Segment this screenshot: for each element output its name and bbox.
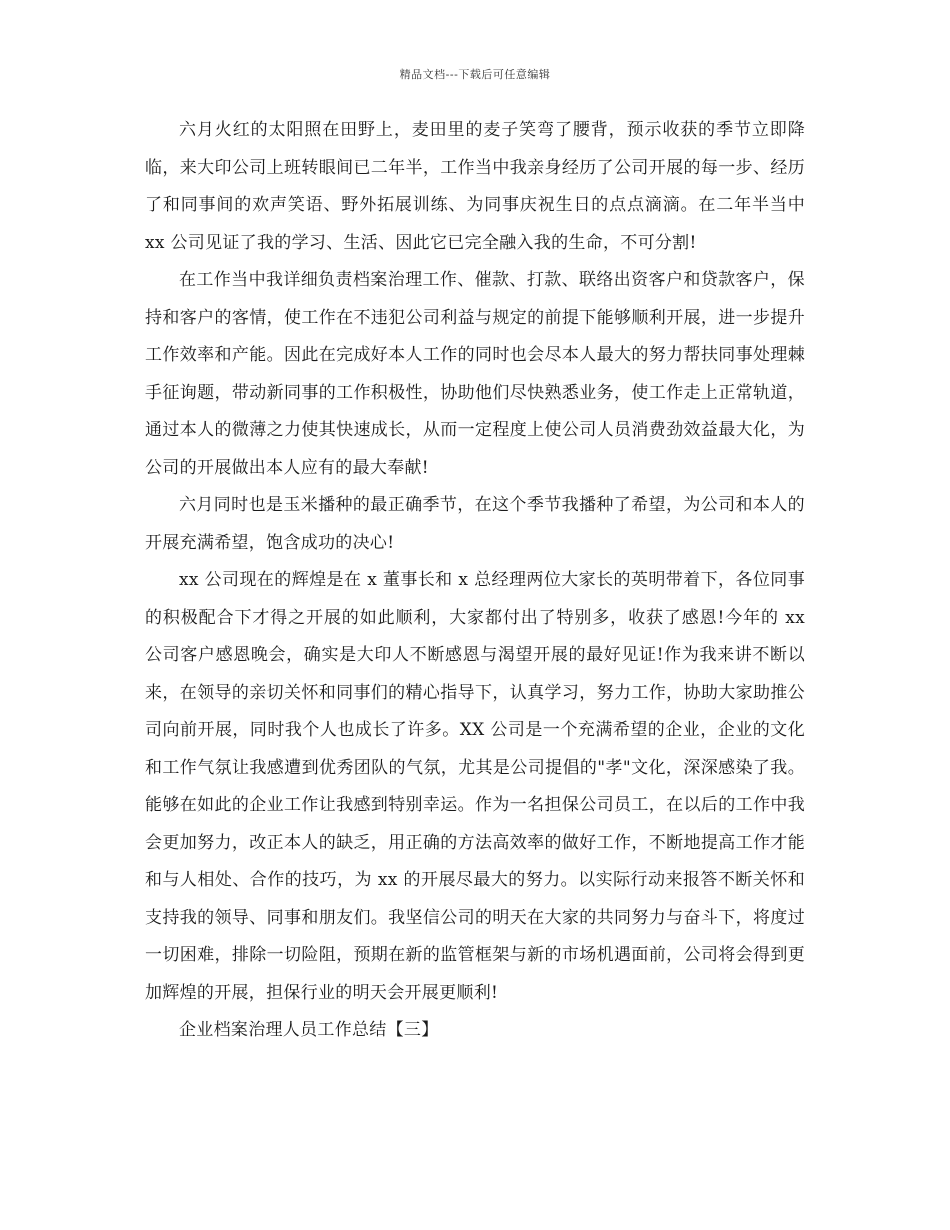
document-body: [145, 112, 805, 1050]
page-header: 精品文档---下载后可任意编辑: [399, 68, 551, 81]
section-heading: 企业档案治理人员工作总结【三】: [179, 1020, 439, 1040]
paragraph-company: xx 公司现在的辉煌是在 x 董事长和 x 总经理两位大家长的英明带着下，各位同事的积极配合下才得之开展的如此顺利，大家都付出了特别多，收获了感恩!今年的 xx 公司客户感恩晚会，确实是大印人不断感恩与渴望开展的最好见证!作为我来讲不断以来，在领导的亲切关怀和同事们的精心指导下，认真学习，努力工作，协助大家助推公司向前开展，同时我个人也成长了许多。XX 公司是一个充满希望的企业，企业的文化和工作气氛让我感遭到优秀团队的气氛，尤其是公司提倡的"孝"文化，深深感染了我。能够在如此的企业工作让我感到特别幸运。作为一名担保公司员工，在以后的工作中我会更加努力，改正本人的缺乏，用正确的方法高效率的做好工作，不断地提高工作才能和与人相处、合作的技巧，为 xx 的开展尽最大的努力。以实际行动来报答不断关怀和支持我的领导、同事和朋友们。我坚信公司的明天在大家的共同努力与奋斗下，将度过一切困难，排除一切险阻，预期在新的监管框架与新的市场机遇面前，公司将会得到更加辉煌的开展，担保行业的明天会开展更顺利!: [145, 570, 805, 1003]
paragraph-duties: 在工作当中我详细负责档案治理工作、催款、打款、联络出资客户和贷款客户，保持和客户的客情，使工作在不违犯公司利益与规定的前提下能够顺利开展，进一步提升工作效率和产能。因此在完成好本人工作的同时也会尽本人最大的努力帮扶同事处理棘手征询题，带动新同事的工作积极性，协助他们尽快熟悉业务，使工作走上正常轨道，通过本人的微薄之力使其快速成长，从而一定程度上使公司人员消费劲效益最大化，为公司的开展做出本人应有的最大奉献!: [145, 270, 805, 478]
paragraph-intro: 六月火红的太阳照在田野上，麦田里的麦子笑弯了腰背，预示收获的季节立即降临，来大印公司上班转眼间已二年半，工作当中我亲身经历了公司开展的每一步、经历了和同事间的欢声笑语、野外拓展训练、为同事庆祝生日的点点滴滴。在二年半当中 xx 公司见证了我的学习、生活、因此它已完全融入我的生命，不可分割!: [145, 120, 805, 253]
paragraph-june: 六月同时也是玉米播种的最正确季节，在这个季节我播种了希望，为公司和本人的开展充满希望，饱含成功的决心!: [145, 495, 805, 553]
